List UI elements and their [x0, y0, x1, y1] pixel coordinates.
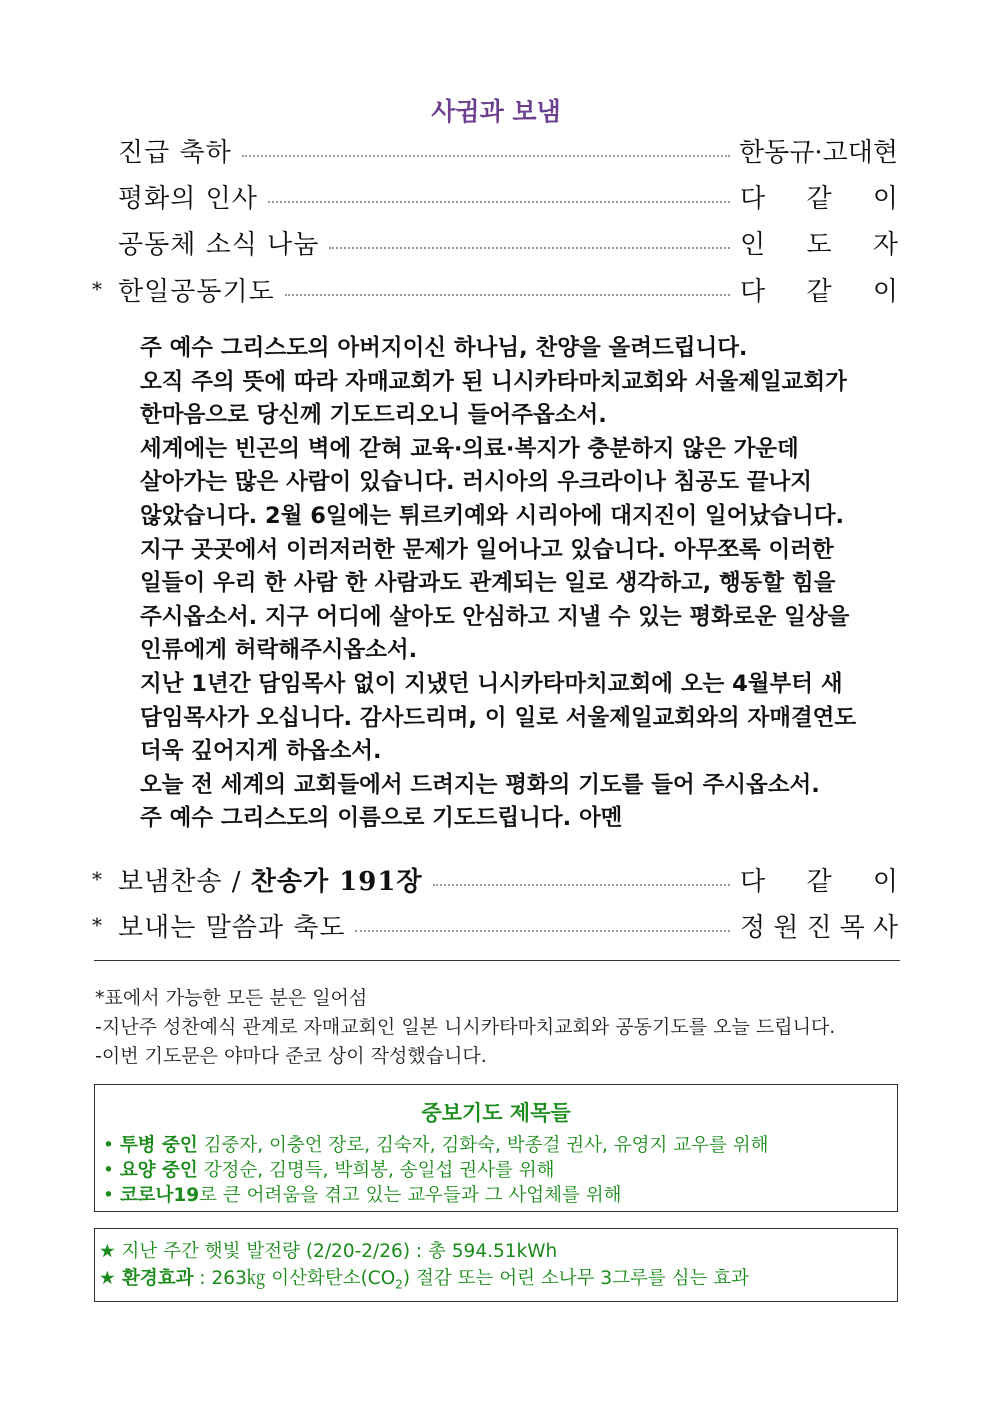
intercession-category: 투병 중인: [119, 1135, 198, 1156]
divider: [94, 960, 900, 961]
intercession-title: 중보기도 제목들: [421, 1101, 571, 1125]
order-responder: [740, 271, 898, 308]
environment-effect-line: [99, 1265, 897, 1299]
intercession-category: 요양 중인: [119, 1160, 198, 1181]
order-responder: [740, 907, 898, 944]
solar-text: 지난 주간 햇빛 발전량 (2/20-2/26) : 총 594.51kWh: [115, 1241, 558, 1262]
dot-leader: [355, 930, 730, 932]
dot-leader: [329, 247, 730, 249]
bullet-icon: •: [103, 1160, 114, 1181]
standing-mark: *: [92, 913, 102, 937]
notes: [95, 984, 905, 1071]
standing-mark: *: [92, 867, 102, 891]
prayer-line: 주시옵소서. 지구 어디에 살아도 안심하고 지낼 수 있는 평화로운 일상을: [140, 603, 850, 630]
responder-char: 원: [773, 912, 799, 943]
dot-leader: [242, 155, 730, 157]
bullet-icon: •: [103, 1185, 114, 1206]
order-label-text: 보냄찬송 /: [118, 866, 251, 897]
prayer-line: 지구 곳곳에서 이러저러한 문제가 일어나고 있습니다. 아무쪼록 이러한: [140, 536, 834, 563]
note-line: *표에서 가능한 모든 분은 일어섬: [95, 987, 368, 1009]
effect-text: : 263㎏ 이산화탄소(CO: [193, 1268, 396, 1289]
order-label: 한일공동기도: [118, 276, 275, 307]
order-label: 평화의 인사: [118, 183, 258, 214]
order-responder: [740, 178, 898, 215]
responder-char: 인: [740, 229, 766, 260]
note-line: -지난주 성찬예식 관계로 자매교회인 일본 니시카타마치교회와 공동기도를 오늘 드립니다.: [95, 1016, 836, 1038]
intercession-item: [95, 1183, 897, 1208]
prayer-line: 주 예수 그리스도의 아버지이신 하나님, 찬양을 올려드립니다.: [140, 335, 748, 361]
effect-text: ) 절감 또는 어린 소나무 3그루를 심는 효과: [402, 1268, 750, 1289]
environment-effect-label: 환경효과: [115, 1268, 194, 1289]
intercession-box: [94, 1084, 898, 1212]
responder-char: 자: [872, 229, 898, 260]
responder-char: 이: [872, 276, 898, 307]
order-row-peace-greeting: [92, 179, 898, 213]
solar-power-box: [94, 1228, 898, 1302]
prayer-line: 세계에는 빈곤의 벽에 갇혀 교육·의료·복지가 충분하지 않은 가운데: [140, 435, 799, 462]
intercession-text: 김중자, 이충언 장로, 김숙자, 김화숙, 박종걸 권사, 유영지 교우를 위해: [197, 1135, 769, 1156]
order-label: 공동체 소식 나눔: [118, 229, 320, 260]
intercession-item: [95, 1158, 897, 1183]
intercession-item: [95, 1133, 897, 1158]
responder-text: 한동규·고대현: [739, 137, 898, 168]
dot-leader: [285, 294, 730, 296]
responder-char: 도: [806, 229, 832, 260]
order-row-sending-hymn: [92, 862, 898, 896]
responder-char: 다: [740, 183, 766, 214]
responder-char: 같: [806, 866, 832, 897]
prayer-line: 한마음으로 당신께 기도드리오니 들어주옵소서.: [140, 402, 607, 429]
prayer-line: 주 예수 그리스도의 이름으로 기도드립니다. 아멘: [140, 805, 623, 832]
order-label: [118, 861, 423, 898]
intercession-text: 강정순, 김명득, 박희봉, 송일섭 권사를 위해: [197, 1160, 555, 1181]
bullet-icon: •: [103, 1135, 114, 1156]
prayer-line: 지난 1년간 담임목사 없이 지냈던 니시카타마치교회에 오는 4월부터 새: [140, 670, 843, 697]
responder-char: 진: [806, 912, 832, 943]
prayer-line: 인류에게 허락해주시옵소서.: [140, 637, 418, 664]
prayer-line: 않았습니다. 2월 6일에는 튀르키예와 시리아에 대지진이 일어났습니다.: [140, 502, 844, 529]
responder-char: 이: [872, 866, 898, 897]
prayer-line: 담임목사가 오십니다. 감사드리며, 이 일로 서울제일교회와의 자매결연도: [140, 704, 857, 731]
solar-line: [99, 1238, 897, 1265]
prayer-line: 일들이 우리 한 사람 한 사람과도 관계되는 일로 생각하고, 행동할 힘을: [140, 570, 836, 597]
order-responder: [740, 861, 898, 898]
hymn-number: 찬송가 191장: [250, 866, 423, 897]
prayer-line: 살아가는 많은 사람이 있습니다. 러시아의 우크라이나 침공도 끝나지: [140, 469, 812, 496]
prayer-line: 더욱 깊어지게 하옵소서.: [140, 738, 382, 765]
responder-char: 다: [740, 866, 766, 897]
order-row-benediction: [92, 908, 898, 942]
order-row-promotion: [92, 133, 898, 167]
note-line: -이번 기도문은 야마다 준코 상이 작성했습니다.: [95, 1045, 487, 1067]
responder-char: 이: [872, 183, 898, 214]
dot-leader: [268, 201, 730, 203]
star-icon: ★: [99, 1268, 116, 1289]
intercession-category: 코로나19: [119, 1185, 200, 1206]
prayer-text: [140, 332, 900, 836]
responder-char: 같: [806, 276, 832, 307]
order-label: 보내는 말씀과 축도: [118, 912, 346, 943]
order-row-community-news: [92, 225, 898, 259]
standing-mark: *: [92, 277, 102, 301]
responder-char: 사: [872, 912, 898, 943]
prayer-line: 오직 주의 뜻에 따라 자매교회가 된 니시카타마치교회와 서울제일교회가: [140, 368, 847, 395]
intercession-text: 로 큰 어려움을 겪고 있는 교우들과 그 사업체를 위해: [199, 1185, 622, 1206]
responder-char: 다: [740, 276, 766, 307]
responder-char: 정: [740, 912, 766, 943]
order-responder: [740, 132, 898, 169]
responder-char: 같: [806, 183, 832, 214]
dot-leader: [433, 884, 730, 886]
responder-char: 목: [839, 912, 865, 943]
order-row-joint-prayer: [92, 272, 898, 306]
order-responder: [740, 224, 898, 261]
subscript: 2: [395, 1277, 403, 1292]
star-icon: ★: [99, 1241, 116, 1262]
section-title: 사귐과 보냄: [431, 97, 561, 126]
order-label: 진급 축하: [118, 137, 232, 168]
prayer-line: 오늘 전 세계의 교회들에서 드려지는 평화의 기도를 들어 주시옵소서.: [140, 771, 820, 798]
